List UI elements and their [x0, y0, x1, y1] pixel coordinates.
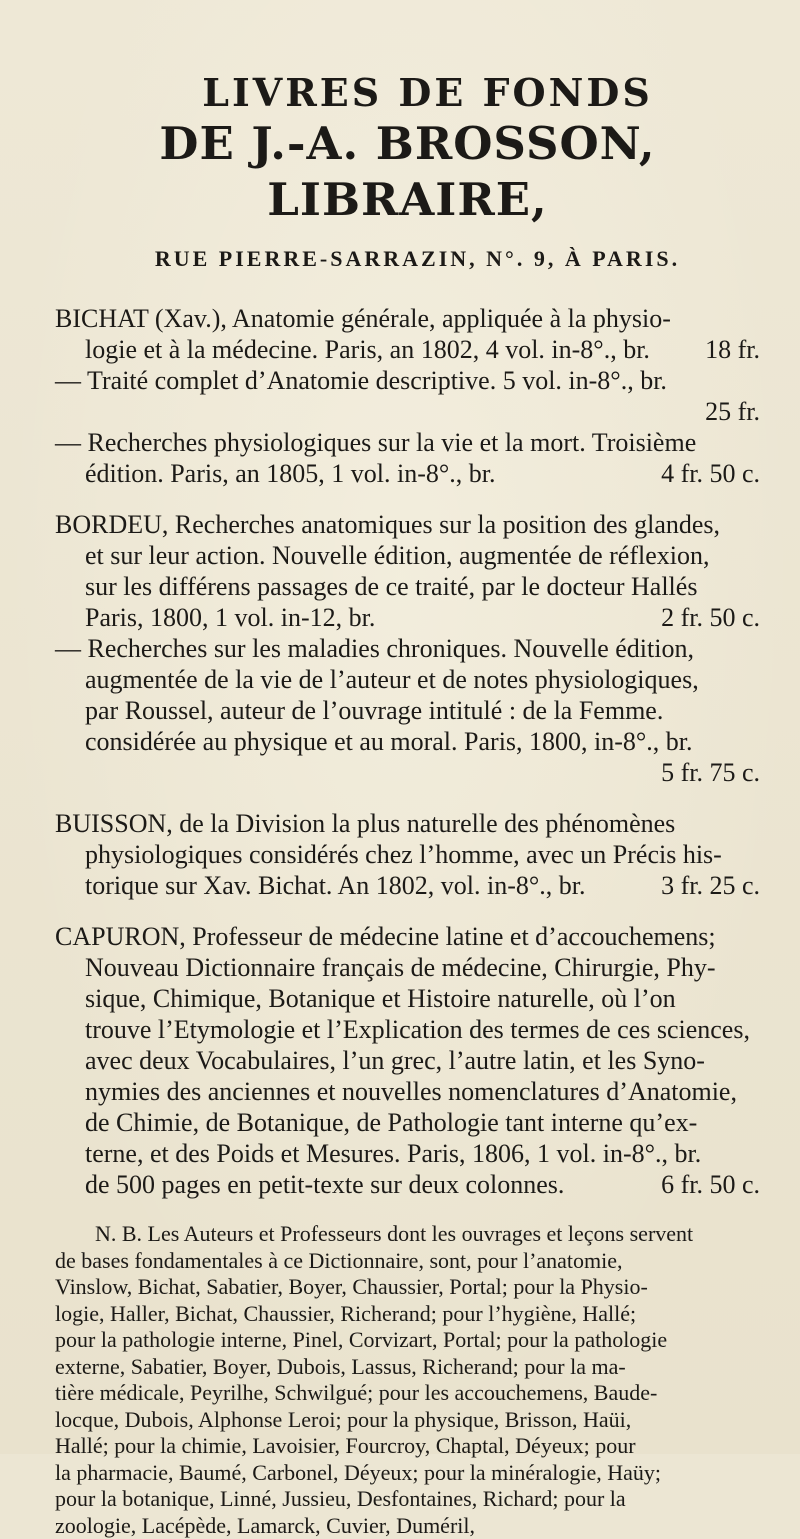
entry-line	[55, 984, 760, 1015]
entry-line	[55, 840, 760, 871]
entry-text: BUISSON, de la Division la plus naturelle des phénomènes	[55, 809, 675, 839]
note-line: de bases fondamentales à ce Dictionnaire, sont, pour l’anatomie,	[55, 1248, 760, 1275]
entry-line	[55, 953, 760, 984]
entry-line	[55, 665, 760, 696]
entry-line	[55, 510, 760, 541]
catalog-entry	[55, 922, 760, 1201]
entry-line	[55, 1108, 760, 1139]
entry-price: 18 fr.	[705, 335, 760, 365]
note-line: locque, Dubois, Alphonse Leroi; pour la physique, Brisson, Haüi,	[55, 1407, 760, 1434]
note-line: externe, Sabatier, Boyer, Dubois, Lassus, Richerand; pour la ma-	[55, 1354, 760, 1381]
note-line: zoologie, Lacépède, Lamarck, Cuvier, Duméril,	[55, 1513, 760, 1539]
entry-price: 4 fr. 50 c.	[661, 459, 760, 489]
entry-price: 25 fr.	[55, 397, 760, 428]
entry-text: Nouveau Dictionnaire français de médecine, Chirurgie, Phy-	[85, 953, 716, 983]
entry-text: Paris, 1800, 1 vol. in-12, br.	[85, 603, 375, 633]
entry-text: sique, Chimique, Botanique et Histoire naturelle, où l’on	[85, 984, 676, 1014]
entry-text: augmentée de la vie de l’auteur et de notes physiologiques,	[85, 665, 699, 695]
entry-text: par Roussel, auteur de l’ouvrage intitulé : de la Femme.	[85, 696, 663, 726]
entry-line	[55, 541, 760, 572]
entry-line	[55, 459, 760, 490]
entry-price: 6 fr. 50 c.	[661, 1170, 760, 1200]
entry-line	[55, 1015, 760, 1046]
note-line: Hallé; pour la chimie, Lavoisier, Fourcroy, Chaptal, Déyeux; pour	[55, 1433, 760, 1460]
entry-line	[55, 727, 760, 758]
note-line: la pharmacie, Baumé, Carbonel, Déyeux; pour la minéralogie, Haüy;	[55, 1460, 760, 1487]
nota-bene	[55, 1221, 760, 1539]
entry-text: de Chimie, de Botanique, de Pathologie tant interne qu’ex-	[85, 1108, 697, 1138]
entry-line	[55, 1170, 760, 1201]
entry-text: trouve l’Etymologie et l’Explication des termes de ces sciences,	[85, 1015, 750, 1045]
entry-line	[55, 634, 760, 665]
entry-text: BICHAT (Xav.), Anatomie générale, appliquée à la physio-	[55, 304, 671, 334]
entry-line	[55, 603, 760, 634]
entry-line	[55, 1046, 760, 1077]
entry-price: 3 fr. 25 c.	[661, 871, 760, 901]
catalog-entry	[55, 510, 760, 789]
entry-text: — Recherches sur les maladies chroniques. Nouvelle édition,	[55, 634, 694, 664]
note-line: Vinslow, Bichat, Sabatier, Boyer, Chaussier, Portal; pour la Physio-	[55, 1274, 760, 1301]
entry-price: 5 fr. 75 c.	[55, 758, 760, 789]
entry-text: physiologiques considérés chez l’homme, avec un Précis his-	[85, 840, 722, 870]
entry-line	[55, 335, 760, 366]
entry-text: BORDEU, Recherches anatomiques sur la position des glandes,	[55, 510, 720, 540]
entry-text: CAPURON, Professeur de médecine latine et d’accouchemens;	[55, 922, 716, 952]
entry-text: nymies des anciennes et nouvelles nomenclatures d’Anatomie,	[85, 1077, 737, 1107]
header-line-1: LIVRES DE FONDS	[55, 70, 760, 116]
note-line: pour la botanique, Linné, Jussieu, Desfontaines, Richard; pour la	[55, 1486, 760, 1513]
note-line: logie, Haller, Bichat, Chaussier, Richerand; pour l’hygiène, Hallé;	[55, 1301, 760, 1328]
entry-text: — Traité complet d’Anatomie descriptive. 5 vol. in-8°., br.	[55, 366, 667, 396]
entry-line	[55, 366, 760, 397]
entry-text: et sur leur action. Nouvelle édition, augmentée de réflexion,	[85, 541, 710, 571]
entry-line	[55, 1139, 760, 1170]
entry-text: torique sur Xav. Bichat. An 1802, vol. in-8°., br.	[85, 871, 586, 901]
entry-line	[55, 572, 760, 603]
catalog-entries	[55, 304, 760, 1201]
entry-line	[55, 696, 760, 727]
entry-text: considérée au physique et au moral. Paris, 1800, in-8°., br.	[85, 727, 693, 757]
entry-price: 2 fr. 50 c.	[661, 603, 760, 633]
entry-line	[55, 871, 760, 902]
entry-line	[55, 1077, 760, 1108]
entry-line	[55, 304, 760, 335]
entry-text: — Recherches physiologiques sur la vie et la mort. Troisième	[55, 428, 696, 458]
note-line: tière médicale, Peyrilhe, Schwilgué; pour les accouchemens, Baude-	[55, 1380, 760, 1407]
address: RUE PIERRE-SARRAZIN, N°. 9, À PARIS.	[55, 246, 760, 272]
entry-text: avec deux Vocabulaires, l’un grec, l’autre latin, et les Syno-	[85, 1046, 705, 1076]
document-body	[55, 70, 760, 1539]
entry-text: édition. Paris, an 1805, 1 vol. in-8°., br.	[85, 459, 495, 489]
entry-text: de 500 pages en petit-texte sur deux colonnes.	[85, 1170, 564, 1200]
header-line-2: DE J.-A. BROSSON, LIBRAIRE,	[55, 116, 760, 228]
catalog-entry	[55, 809, 760, 902]
note-line: pour la pathologie interne, Pinel, Corvizart, Portal; pour la pathologie	[55, 1327, 760, 1354]
note-line: N. B. Les Auteurs et Professeurs dont les ouvrages et leçons servent	[55, 1221, 760, 1248]
entry-text: sur les différens passages de ce traité, par le docteur Hallés	[85, 572, 697, 602]
entry-text: logie et à la médecine. Paris, an 1802, 4 vol. in-8°., br.	[85, 335, 650, 365]
entry-line	[55, 922, 760, 953]
entry-text: terne, et des Poids et Mesures. Paris, 1806, 1 vol. in-8°., br.	[85, 1139, 701, 1169]
entry-line	[55, 428, 760, 459]
catalog-entry	[55, 304, 760, 490]
entry-line	[55, 809, 760, 840]
